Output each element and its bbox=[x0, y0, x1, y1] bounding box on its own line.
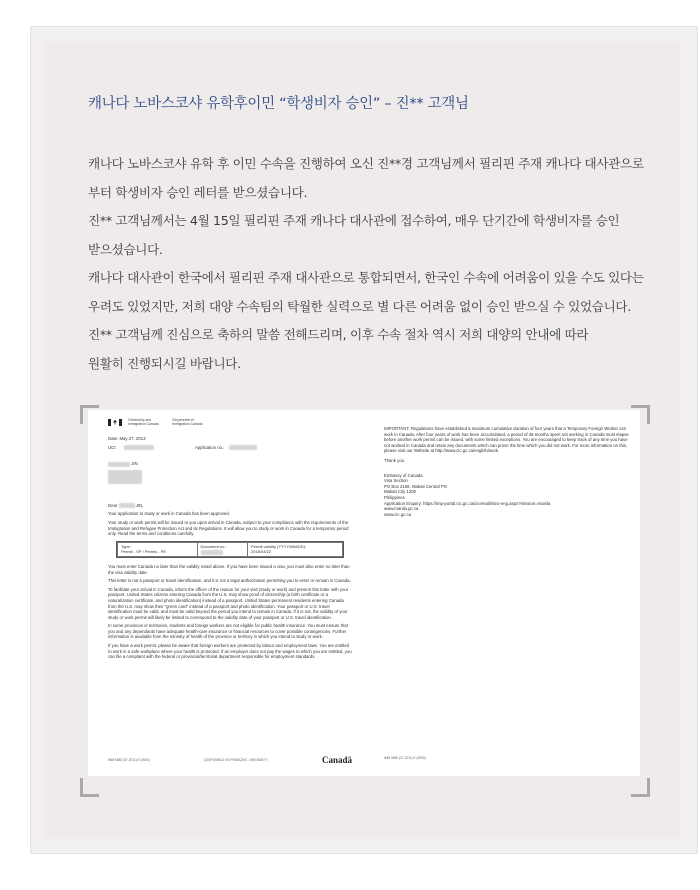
letter-paragraph: To facilitate your arrival in Canada, inform the officer of the reason for your visit (study or work) and present this letter with your passport. United States citizens entering Canada from the U.S. may show proof of citizenship (a birth certificate or a naturalization certificate, and photo identification) instead of a passport. United States permanent residents entering Canada from the U.S. may show their "green card" instead of a passport and photo identification. Your passport or U.S. travel identification must be valid, and must be valid beyond the period you intend to remain in Canada. If it is not, the validity of your study or work permit will likely be limited to correspond to the validity date of your passport or U.S. travel identification. bbox=[108, 586, 349, 620]
canada-wordmark: Canadä bbox=[321, 755, 352, 766]
letter-paragraph: You must enter Canada no later than the validity noted above. If you have been issued a visa, you must also enter no later than the visa validity date. bbox=[108, 563, 350, 575]
approval-letter-image bbox=[88, 410, 640, 776]
letter-paragraph: This letter is not a passport or travel identification, and it is not a legal authorization permitting you to enter or remain in Canada. bbox=[108, 578, 351, 584]
right-form-code: IMM 5680 (07-2011) E (0000) bbox=[384, 756, 426, 761]
canada-flag-icon bbox=[108, 419, 122, 426]
letter-page-left bbox=[108, 418, 352, 768]
document-number-cell: Document no.: bbox=[197, 542, 247, 556]
letter-page-right bbox=[384, 426, 632, 766]
body-line: 진** 고객님께 진심으로 축하의 말씀 전해드리며, 이후 수속 절차 역시 저희 대양의 안내에 따라 bbox=[88, 327, 589, 342]
redacted-name bbox=[108, 462, 130, 467]
redacted-application bbox=[229, 445, 257, 450]
salutation: Dear JIN, bbox=[108, 502, 144, 508]
addressee-address bbox=[108, 470, 352, 484]
application-label: Application no.: bbox=[195, 444, 225, 450]
form-code: IMM 5680 (07-2011) E (0000) bbox=[108, 758, 150, 763]
gov-name-en: Citizenship and Immigration Canada bbox=[128, 418, 159, 426]
body-line: 캐나다 노바스코샤 유학 후 이민 수속을 진행하여 오신 진**경 고객님께서 필리핀 주재 캐나다 대사관으로 bbox=[88, 156, 644, 171]
redacted-address bbox=[108, 470, 142, 484]
frame-corner-bottom-left bbox=[80, 778, 99, 797]
important-notice: IMPORTANT: Regulations have established a maximum cumulative duration of four years that a Temporary Foreign Worker can work in Canada. After four years of work has been accumulated, a period of 48 months spent not working in Canada must elapse before another work permit can be issued, with some limited exceptions. You are encouraged to keep track of any time you have not worked in Canada and retain any documents which can prove the time which you did not work. For more information on this, please visit our Website at http://www.cic.gc.ca/english/work. bbox=[384, 426, 629, 454]
redacted-uci bbox=[124, 445, 154, 450]
permit-table bbox=[116, 541, 344, 558]
uci-label: UCI: bbox=[108, 444, 117, 450]
letter-paragraph: In some provinces or territories, students and foreign workers are not eligible for public health insurance. You must ensure that you and any dependants have adequate health-care insurance or financial resources to cover possible contingencies. Further information is available from the ministry of health of the province or territory in which you intend to study or work. bbox=[108, 623, 348, 640]
body-line: 원활히 진행되시길 바랍니다. bbox=[88, 355, 241, 371]
letter-ids bbox=[108, 445, 352, 451]
letter-footer bbox=[108, 755, 352, 766]
approval-statement: Your application to study or work in Canada has been approved. bbox=[108, 511, 230, 517]
body-line: 우려도 있었지만, 저희 대양 수속팀의 탁월한 실력으로 별 다른 어려움 없이 승인 받으실 수 있었습니다. bbox=[88, 298, 631, 314]
letter-date: Date: May 27, 2013 bbox=[108, 436, 146, 441]
body-line: 받으셨습니다. bbox=[88, 241, 163, 257]
post-body bbox=[88, 150, 658, 378]
gov-name-fr: Citoyenneté et Immigration Canada bbox=[172, 418, 203, 426]
letter-paragraph: Your study or work permit will be issued to you upon arrival in Canada, subject to your compliance with the requirements of the Immigration and Refugee Protection Act and its Regulations. It will allow you to study or work in Canada for a temporary period only. Read the terms and conditions carefully. bbox=[108, 519, 349, 537]
frame-corner-bottom-right bbox=[631, 778, 650, 797]
government-header bbox=[108, 418, 352, 426]
letter-paragraph: If you have a work permit, please be aware that foreign workers are protected by labour and employment laws. You are entitled to work in a safe workplace where your health is protected. If an employer does not pay the wages to which you are entitled, you can file a complaint with the federal or provincial/territorial department responsible for employment standards. bbox=[108, 643, 352, 660]
permit-type-cell: Type: Permit - SP / Permis - PE bbox=[118, 542, 198, 556]
embassy-address: Embassy of Canada Visa Section PO Box 2168, Makati Central PO Makati City 1200 Philippines Application Enquiry: https://imp-portal.cic.gc.ca/cicemail/intro-eng.aspx?mission=manila www.manila.gc.ca www.cic.gc.ca bbox=[384, 472, 551, 517]
french-availability: (DISPONIBLE EN FRANÇAIS - IMM 5680 F) bbox=[204, 758, 268, 763]
redacted-salutation-name bbox=[119, 503, 135, 508]
post-title: 캐나다 노바스코샤 유학후이민 “학생비자 승인” – 진** 고객님 bbox=[88, 96, 469, 112]
permit-validity-cell: Permit validity (YYYY/MM/DD): 2016/03/22 bbox=[248, 542, 343, 556]
body-line: 진** 고객님께서는 4월 15일 필리핀 주재 캐나다 대사관에 접수하여, 매우 단기간에 학생비자를 승인 bbox=[88, 213, 620, 228]
thank-you: Thank you bbox=[384, 457, 405, 463]
addressee-name: JIN bbox=[108, 461, 352, 467]
body-line: 부터 학생비자 승인 레터를 받으셨습니다. bbox=[88, 184, 308, 200]
redacted-document-number bbox=[201, 550, 223, 555]
body-line: 캐나다 대사관이 한국에서 필리핀 주재 대사관으로 통합되면서, 한국인 수속에 어려움이 있을 수도 있다는 bbox=[88, 270, 644, 285]
